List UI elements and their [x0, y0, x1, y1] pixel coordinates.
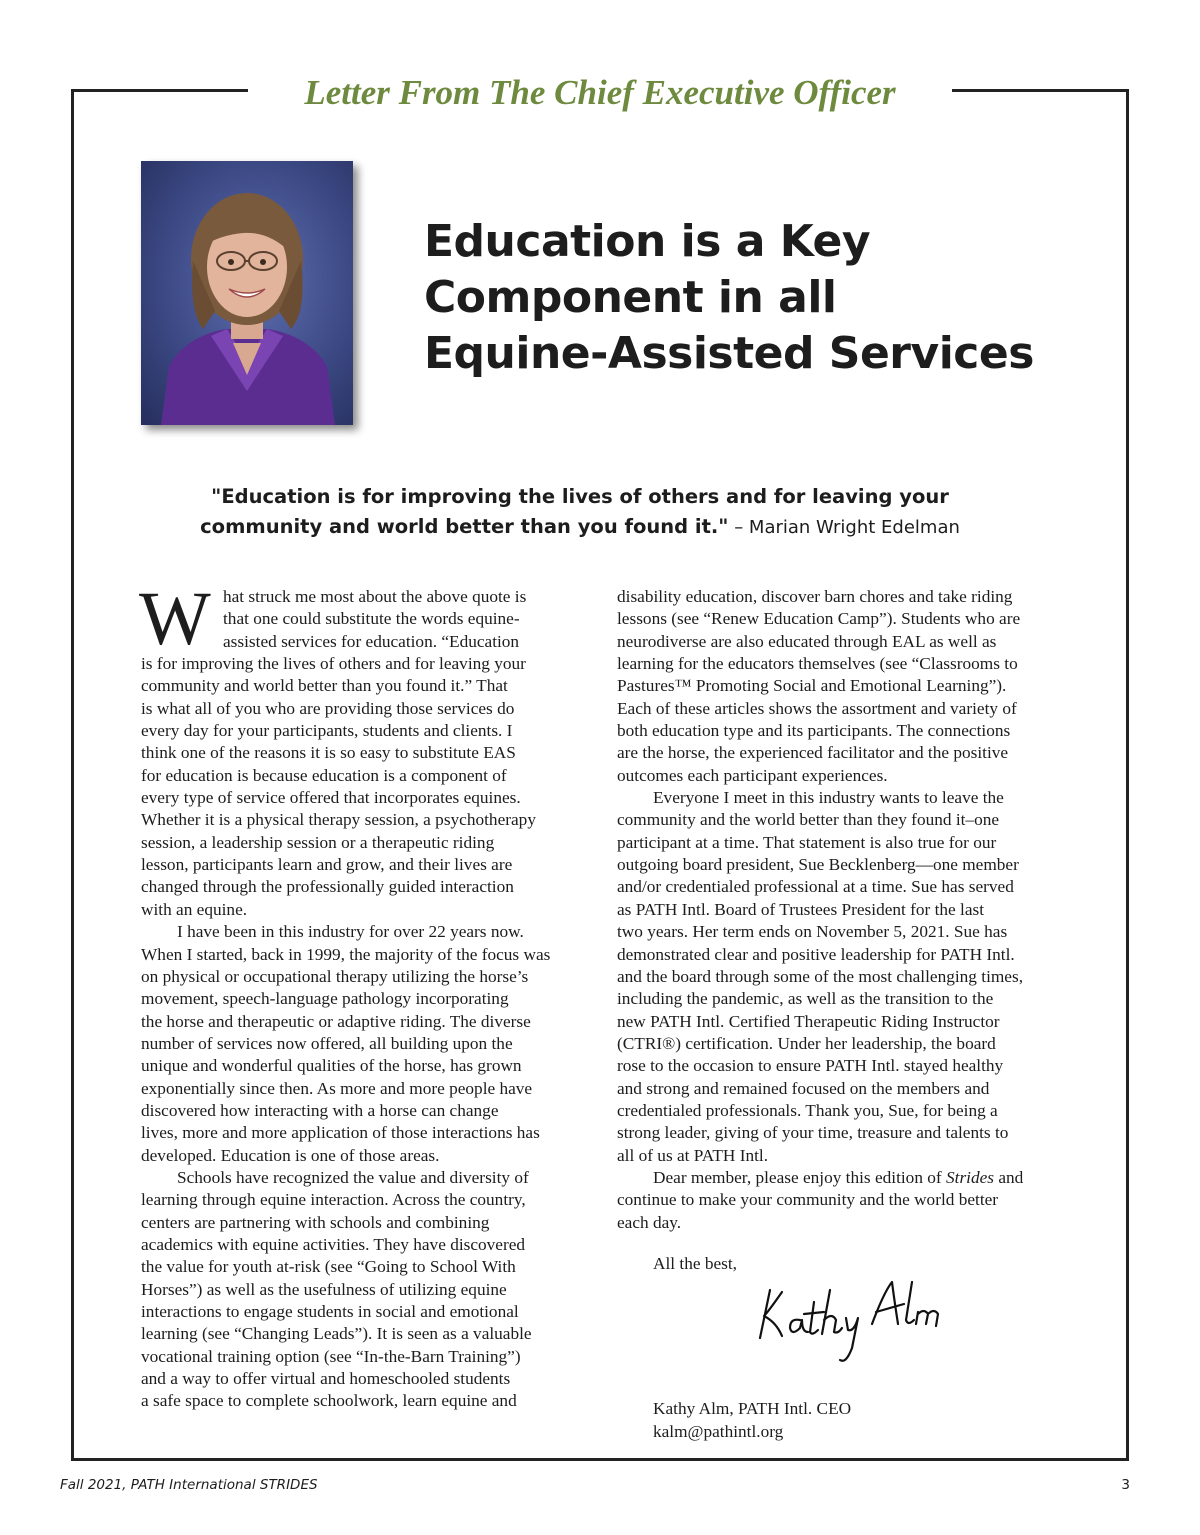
body-line: think one of the reasons it is so easy to substitute EAS [141, 743, 516, 763]
body-line [617, 1167, 1067, 1189]
body-line: interactions to engage students in social and emotional [141, 1302, 519, 1321]
headline-line: Component in all [424, 272, 837, 323]
headline-line: Equine-Assisted Services [424, 328, 1034, 379]
article-headline [424, 214, 1064, 382]
body-line: as PATH Intl. Board of Trustees President for the last [617, 899, 985, 919]
body-line: a safe space to complete schoolwork, learn equine and [141, 1391, 517, 1411]
body-line: I have been in this industry for over 22 years now. [177, 922, 524, 942]
body-line: Schools have recognized the value and diversity of [177, 1167, 529, 1187]
body-line: Everyone I meet in this industry wants to leave the [653, 788, 1004, 808]
body-line: strong leader, giving of your time, treasure and talents to [617, 1123, 1009, 1143]
body-line: academics with equine activities. They have discovered [141, 1234, 526, 1254]
body-line: When I started, back in 1999, the majority of the focus was [141, 944, 551, 964]
body-line: are the horse, the experienced facilitator and the positive [617, 743, 1009, 763]
body-line: developed. Education is one of those areas. [141, 1145, 440, 1165]
body-line: disability education, discover barn chores and take riding [617, 587, 1013, 606]
body-line: and/or credentialed professional at a time. Sue has served [617, 877, 1014, 897]
body-line: Whether it is a physical therapy session, a psychotherapy [141, 810, 536, 830]
page-number: 3 [1121, 1477, 1130, 1493]
body-line: outgoing board president, Sue Becklenberg—one member [617, 855, 1019, 875]
body-text: and [994, 1167, 1024, 1187]
body-line: and a way to offer virtual and homeschooled students [141, 1369, 511, 1389]
body-line: including the pandemic, as well as the transition to the [617, 989, 994, 1009]
body-line: centers are partnering with schools and combining [141, 1212, 490, 1232]
body-line: with an equine. [141, 899, 248, 919]
body-line: number of services now offered, all building upon the [141, 1033, 513, 1053]
magazine-name: Strides [946, 1167, 995, 1187]
body-line: (CTRI®) certification. Under her leadership, the board [617, 1033, 996, 1053]
body-line: two years. Her term ends on November 5, 2021. Sue has [617, 922, 1008, 942]
body-line: that one could substitute the words equine- [223, 609, 520, 629]
body-line: all of us at PATH Intl. [617, 1145, 769, 1165]
body-line: hat struck me most about the above quote is [223, 587, 527, 606]
quote-line: "Education is for improving the lives of others and for leaving your [211, 485, 949, 508]
body-line: is for improving the lives of others and for leaving your [141, 654, 526, 674]
body-line: Horses”) as well as the usefulness of utilizing equine [141, 1279, 507, 1299]
body-line: community and world better than you found it.” That [141, 676, 508, 696]
body-line: learning for the educators themselves (see “Classrooms to [617, 654, 1018, 674]
body-line: every type of service offered that incorporates equines. [141, 788, 521, 808]
footer-publication: Fall 2021, PATH International STRIDES [60, 1477, 318, 1493]
body-line: learning through equine interaction. Across the country, [141, 1190, 526, 1210]
body-line: on physical or occupational therapy utilizing the horse’s [141, 966, 529, 986]
body-line: Each of these articles shows the assortment and variety of [617, 698, 1017, 718]
body-line: each day. [617, 1212, 682, 1232]
body-line: vocational training option (see “In-the-Barn Training”) [141, 1346, 521, 1366]
handwritten-signature [742, 1268, 972, 1368]
body-column-left [139, 577, 591, 1413]
body-column-right [617, 586, 1067, 1234]
ceo-portrait-photo [141, 161, 353, 425]
body-line: Pastures™ Promoting Social and Emotional Learning”). [617, 676, 1007, 696]
body-line: changed through the professionally guided interaction [141, 877, 514, 897]
pull-quote [150, 482, 1010, 543]
body-line: and the board through some of the most challenging times, [617, 966, 1024, 986]
body-line: discovered how interacting with a horse can change [141, 1100, 499, 1120]
quote-line: community and world better than you found it." [200, 515, 729, 538]
body-line: demonstrated clear and positive leadership for PATH Intl. [617, 944, 1015, 964]
body-text: Dear member, please enjoy this edition of [653, 1167, 946, 1187]
body-line: the horse and therapeutic or adaptive riding. The diverse [141, 1011, 531, 1031]
body-line: neurodiverse are also educated through EAL as well as [617, 631, 997, 651]
body-line: and strong and remained focused on the members and [617, 1078, 990, 1098]
closing-salutation: All the best, [653, 1254, 737, 1273]
body-line: rose to the occasion to ensure PATH Intl. stayed healthy [617, 1056, 1004, 1076]
body-line: is what all of you who are providing those services do [141, 698, 515, 718]
quote-attribution: – Marian Wright Edelman [728, 517, 960, 538]
body-line: movement, speech-language pathology incorporating [141, 989, 509, 1009]
body-line: learning (see “Changing Leads”). It is seen as a valuable [141, 1324, 532, 1344]
body-line: lives, more and more application of those interactions has [141, 1123, 540, 1143]
body-line: lesson, participants learn and grow, and their lives are [141, 855, 513, 875]
section-title: Letter From The Chief Executive Officer [248, 70, 952, 116]
body-line: both education type and its participants. The connections [617, 721, 1011, 741]
body-line: continue to make your community and the world better [617, 1190, 999, 1210]
body-line: credentialed professionals. Thank you, Sue, for being a [617, 1100, 998, 1120]
body-line: outcomes each participant experiences. [617, 765, 888, 785]
body-line: the value for youth at-risk (see “Going to School With [141, 1257, 516, 1277]
drop-cap: W [139, 577, 211, 661]
body-line: participant at a time. That statement is also true for our [617, 832, 997, 852]
signatory-name-title: Kathy Alm, PATH Intl. CEO [653, 1399, 852, 1418]
body-line: for education is because education is a component of [141, 765, 507, 785]
body-line: assisted services for education. “Education [223, 631, 520, 651]
body-line: session, a leadership session or a therapeutic riding [141, 832, 495, 852]
body-line: every day for your participants, students and clients. I [141, 721, 513, 741]
body-line: community and the world better than they found it–one [617, 810, 1000, 830]
body-line: exponentially since then. As more and more people have [141, 1078, 533, 1098]
signatory-email[interactable]: kalm@pathintl.org [653, 1422, 784, 1441]
body-line: unique and wonderful qualities of the horse, has grown [141, 1056, 522, 1076]
body-line: lessons (see “Renew Education Camp”). Students who are [617, 609, 1021, 629]
body-line: new PATH Intl. Certified Therapeutic Riding Instructor [617, 1011, 1000, 1031]
headline-line: Education is a Key [424, 216, 871, 267]
